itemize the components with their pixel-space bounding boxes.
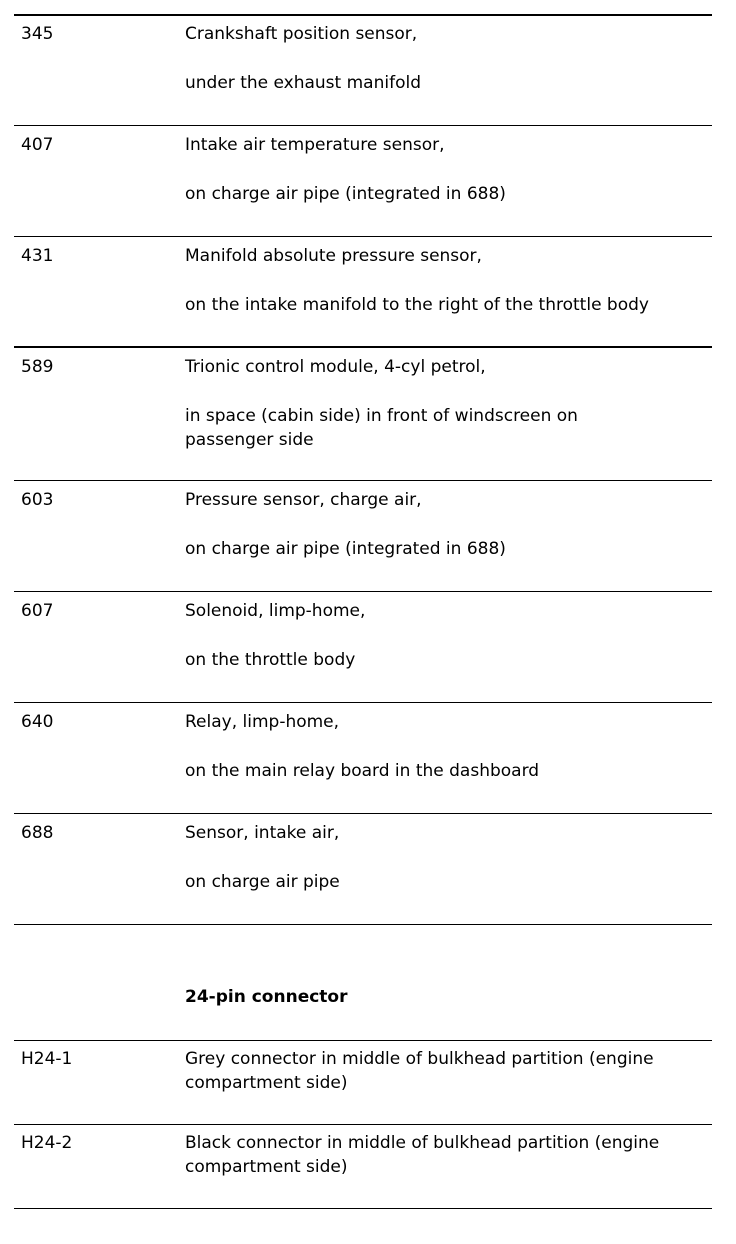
component-code: 688 — [21, 823, 54, 843]
component-description — [185, 710, 705, 783]
row-divider — [14, 702, 712, 703]
row-divider — [14, 346, 712, 348]
component-location: on the throttle body — [185, 650, 356, 670]
component-code: 607 — [21, 601, 54, 621]
component-title: Manifold absolute pressure sensor, — [185, 246, 482, 266]
component-code: 431 — [21, 246, 54, 266]
component-title: Pressure sensor, charge air, — [185, 490, 422, 510]
component-title: Crankshaft position sensor, — [185, 24, 418, 44]
component-location: on the main relay board in the dashboard — [185, 761, 540, 781]
component-description — [185, 488, 705, 561]
connector-bottom-rule — [14, 1208, 712, 1209]
row-divider — [14, 813, 712, 814]
table-top-rule — [14, 14, 712, 16]
component-location: on charge air pipe (integrated in 688) — [185, 184, 506, 204]
row-divider — [14, 1124, 712, 1125]
component-description — [185, 133, 705, 206]
component-description — [185, 599, 705, 672]
section-heading: 24-pin connector — [185, 987, 348, 1007]
connector-code: H24-2 — [21, 1133, 73, 1153]
connector-description: Grey connector in middle of bulkhead partition (engine compartment side) — [185, 1049, 654, 1093]
row-divider — [14, 591, 712, 592]
row-divider — [14, 480, 712, 481]
table-bottom-rule — [14, 924, 712, 925]
component-code: 589 — [21, 357, 54, 377]
component-title: Trionic control module, 4-cyl petrol, — [185, 357, 486, 377]
component-description — [185, 244, 705, 317]
component-title: Intake air temperature sensor, — [185, 135, 445, 155]
component-code: 345 — [21, 24, 54, 44]
component-title: Relay, limp-home, — [185, 712, 340, 732]
connector-top-rule — [14, 1040, 712, 1041]
component-title: Sensor, intake air, — [185, 823, 340, 843]
component-location: on the intake manifold to the right of the throttle body — [185, 295, 649, 315]
component-description — [185, 355, 625, 452]
component-location: on charge air pipe — [185, 872, 340, 892]
connector-description: Black connector in middle of bulkhead partition (engine compartment side) — [185, 1133, 660, 1177]
component-description — [185, 821, 705, 894]
component-code: 603 — [21, 490, 54, 510]
component-code: 407 — [21, 135, 54, 155]
row-divider — [14, 125, 712, 126]
component-title: Solenoid, limp-home, — [185, 601, 366, 621]
row-divider — [14, 236, 712, 237]
component-description — [185, 22, 705, 95]
component-location: under the exhaust manifold — [185, 73, 421, 93]
component-code: 640 — [21, 712, 54, 732]
connector-code: H24-1 — [21, 1049, 73, 1069]
component-location: on charge air pipe (integrated in 688) — [185, 539, 506, 559]
component-location: in space (cabin side) in front of windscreen on passenger side — [185, 406, 578, 450]
